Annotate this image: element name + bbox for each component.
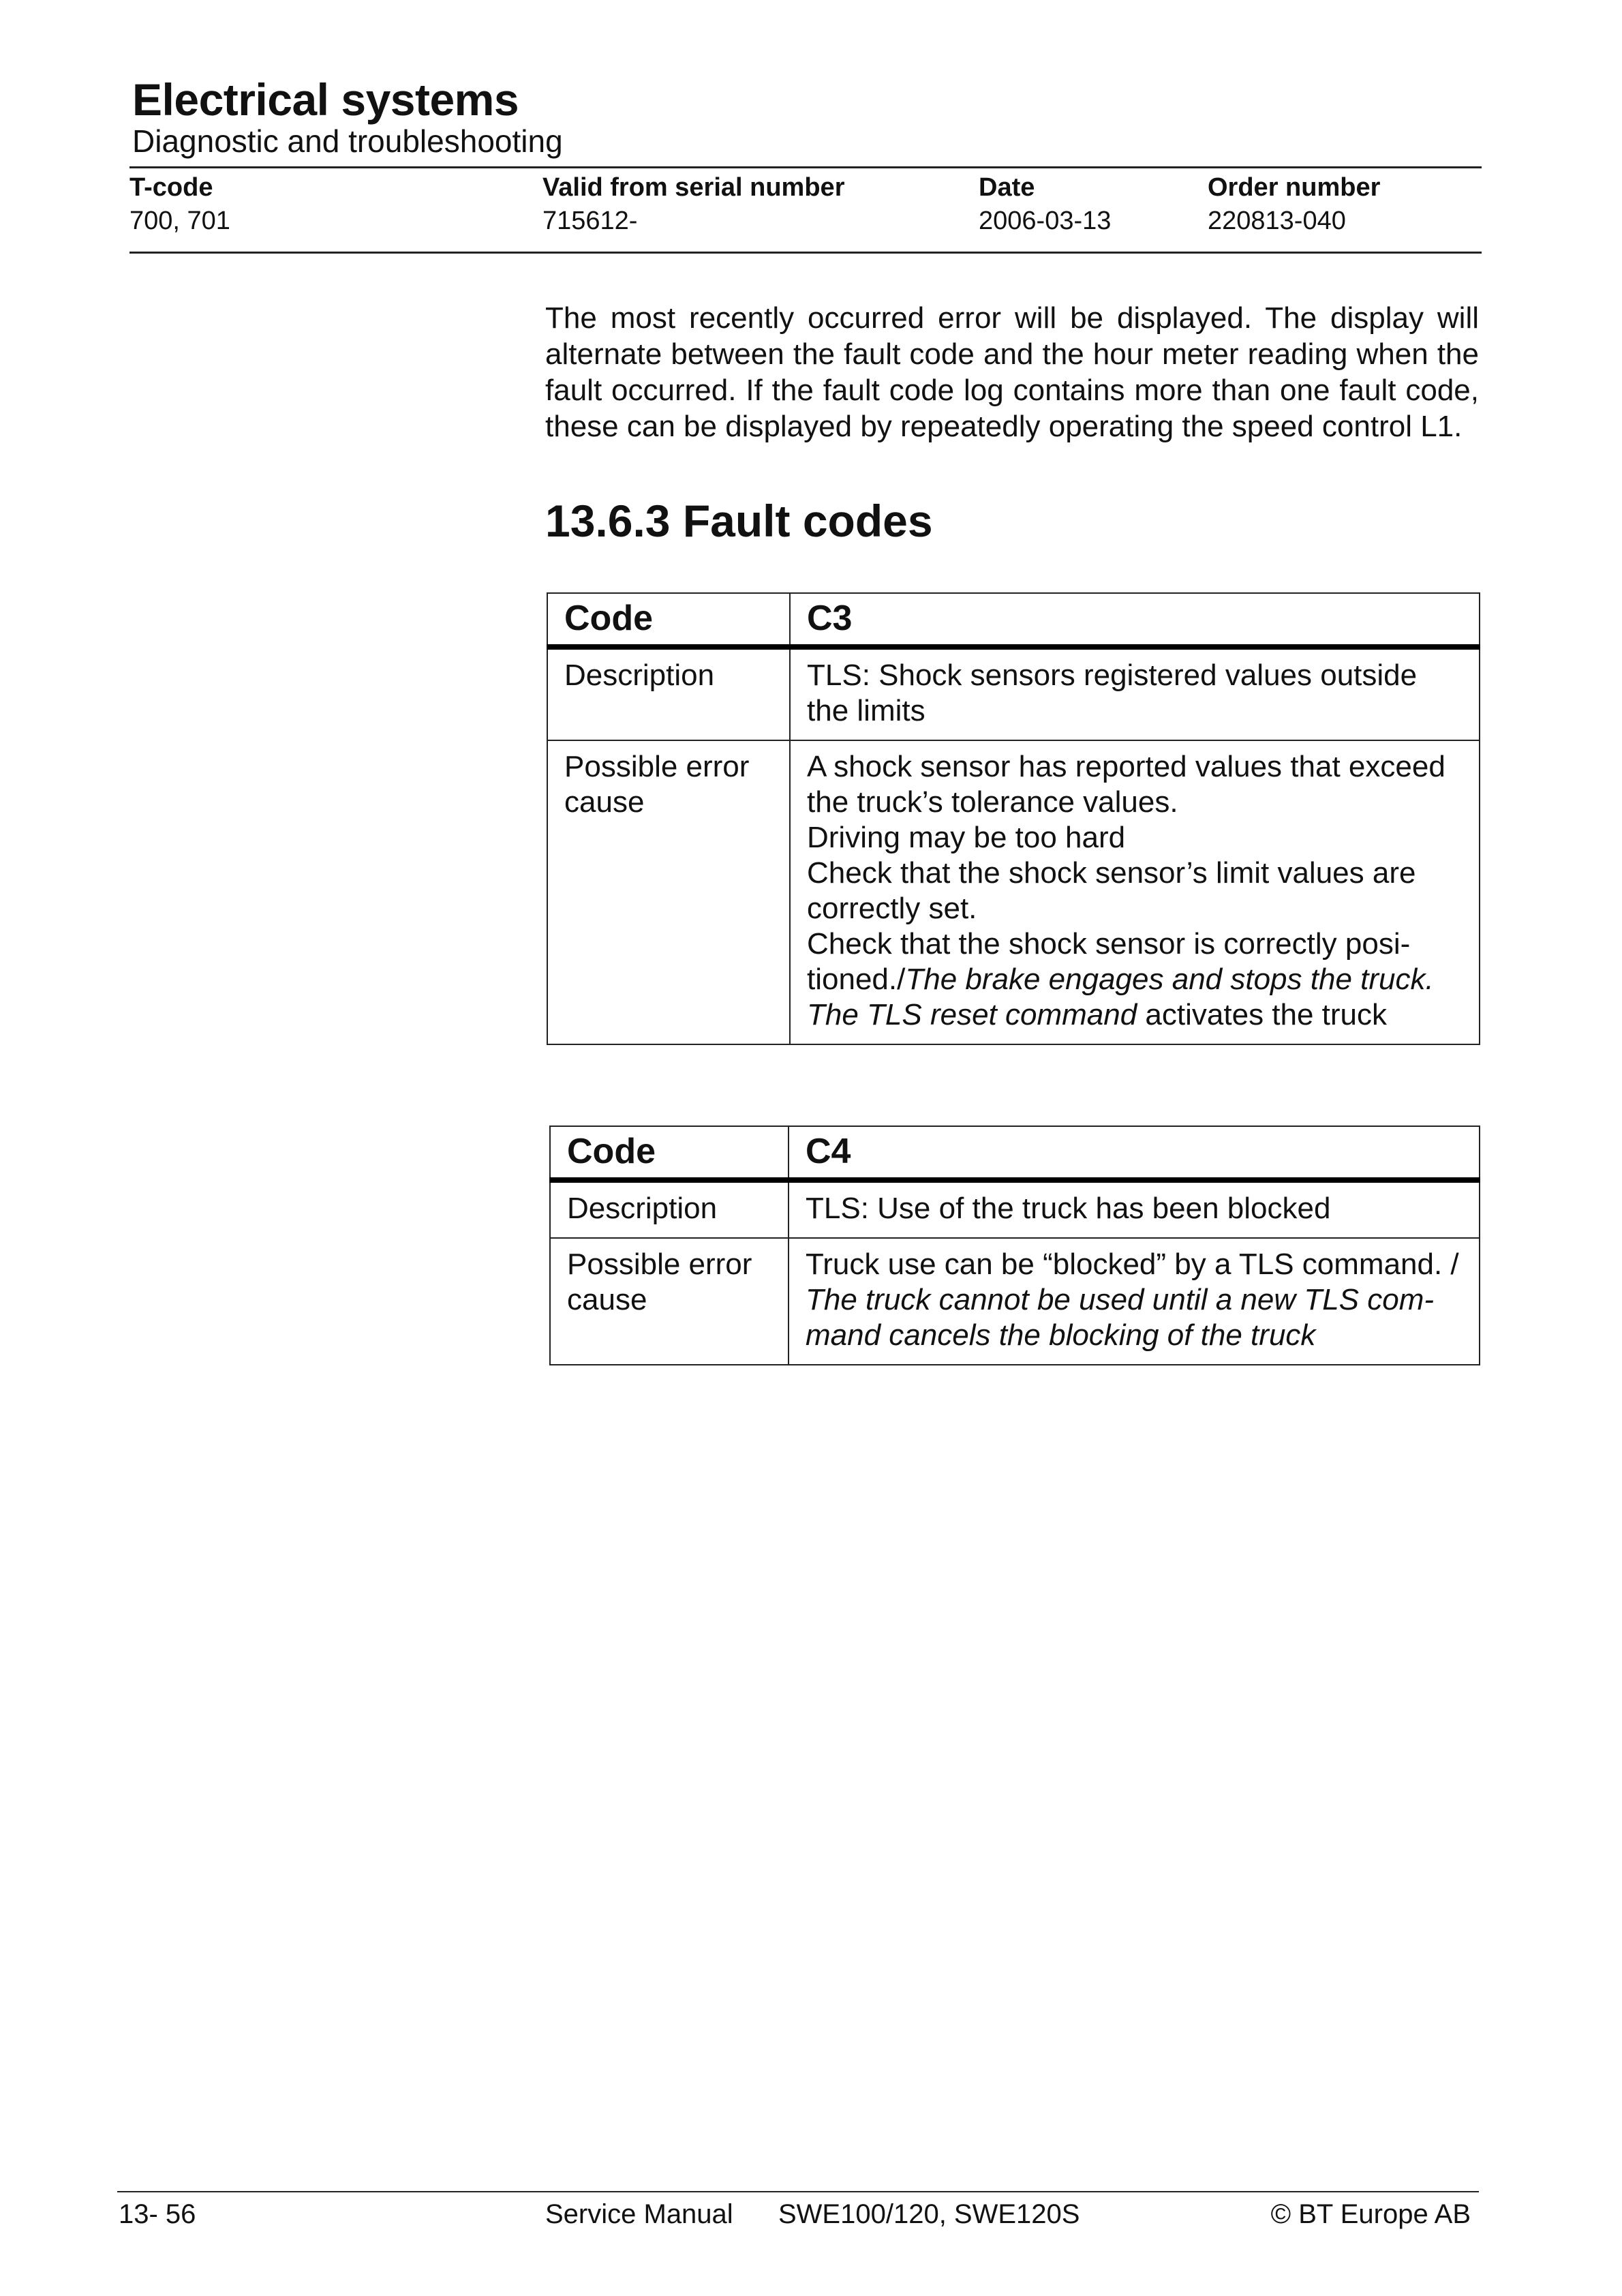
cause-line: Driving may be too hard (807, 821, 1126, 854)
table-row (550, 1126, 1480, 1180)
cause-italic: The truck cannot be used until a new TLS com-mand cancels the blocking of the truck (806, 1283, 1435, 1352)
tcode-label: T-code (129, 173, 213, 202)
fault-table-c4 (549, 1126, 1480, 1365)
table-row (550, 1238, 1480, 1365)
table-row (547, 593, 1480, 647)
cause-text: Check that the shock sensor is correctly posi-tioned./ (807, 927, 1411, 996)
cause-value (789, 1238, 1480, 1365)
cause-text: activates the truck (1137, 998, 1388, 1031)
cause-value (790, 740, 1480, 1044)
footer-copyright: © BT Europe AB (1270, 2199, 1471, 2229)
order-label: Order number (1208, 173, 1381, 202)
serial-value: 715612- (542, 207, 638, 235)
code-label: Code (547, 593, 790, 647)
cause-text: Truck use can be “blocked” by a TLS command. / (806, 1248, 1459, 1281)
cause-line: Check that the shock sensor’s limit values are correctly set. (807, 856, 1416, 925)
section-heading: 13.6.3 Fault codes (545, 496, 933, 546)
cause-italic: The TLS reset command (807, 998, 1137, 1031)
intro-paragraph: The most recently occurred error will be displayed. The display will alternate between the fault code and the hour meter reading when the fault occurred. If the fault code log contains more than one fault code, these can be displayed by repeatedly operating the speed control L1. (545, 301, 1479, 443)
date-value: 2006-03-13 (979, 207, 1112, 235)
code-label: Code (550, 1126, 789, 1180)
header-rule-top (129, 166, 1482, 168)
cause-line (807, 926, 1463, 1033)
code-value: C3 (790, 593, 1480, 647)
description-value: TLS: Shock sensors registered values outside the limits (790, 647, 1480, 740)
cause-label: Possible error cause (547, 740, 790, 1044)
footer-rule (117, 2191, 1479, 2192)
date-label: Date (979, 173, 1035, 202)
description-label: Description (550, 1180, 789, 1238)
page-number: 13- 56 (119, 2199, 196, 2229)
serial-label: Valid from serial number (542, 173, 845, 202)
footer-model: SWE100/120, SWE120S (778, 2199, 1080, 2229)
order-value: 220813-040 (1208, 207, 1346, 235)
cause-italic: The brake engages and stops the truck. (905, 963, 1434, 996)
table-row (550, 1180, 1480, 1238)
table-row (547, 647, 1480, 740)
table-row (547, 740, 1480, 1044)
fault-table-c3 (547, 592, 1480, 1045)
description-value: TLS: Use of the truck has been blocked (789, 1180, 1480, 1238)
cause-label: Possible error cause (550, 1238, 789, 1365)
document-subtitle: Diagnostic and troubleshooting (132, 123, 563, 159)
document-title: Electrical systems (132, 74, 519, 125)
footer-manual: Service Manual (545, 2199, 733, 2229)
description-label: Description (547, 647, 790, 740)
code-value: C4 (789, 1126, 1480, 1180)
cause-line: A shock sensor has reported values that exceed the truck’s tolerance values. (807, 750, 1445, 819)
header-rule-bottom (129, 252, 1482, 254)
tcode-value: 700, 701 (129, 207, 230, 235)
